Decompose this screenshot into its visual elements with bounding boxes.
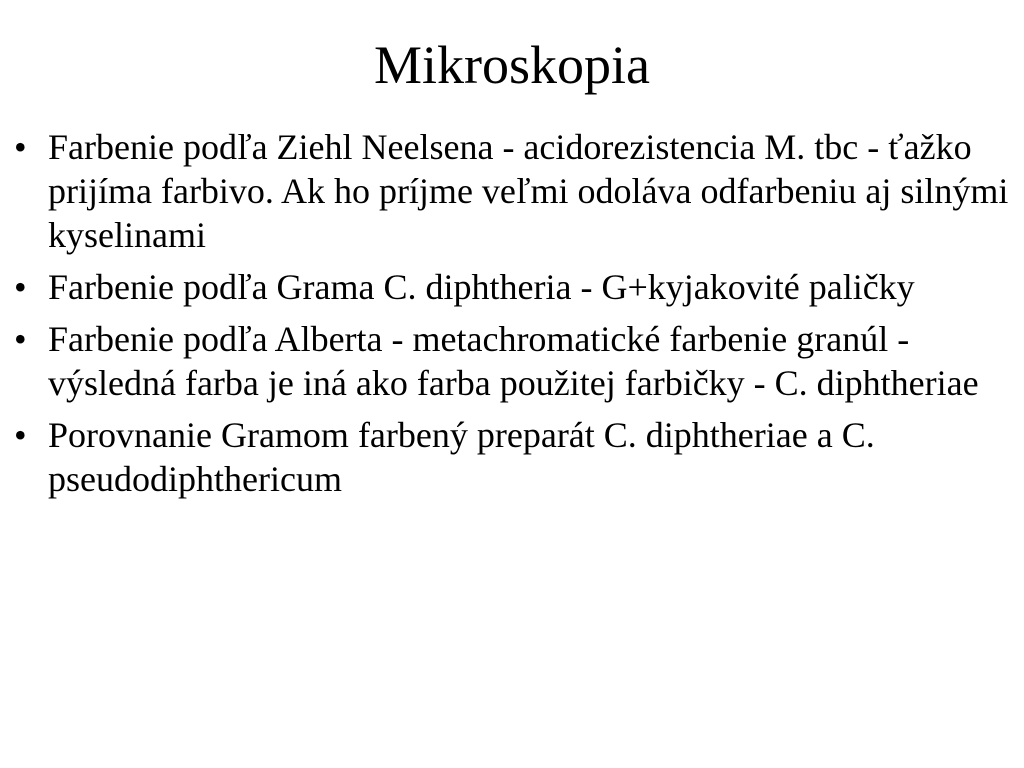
bullet-icon: • — [14, 267, 27, 307]
bullet-text: Farbenie podľa Grama C. diphtheria - G+kyjakovité paličky — [48, 267, 915, 307]
bullet-text: Farbenie podľa Alberta - metachromatické farbenie granúl - výsledná farba je iná ako farba použitej farbičky - C. diphtheriae — [48, 319, 979, 403]
bullet-item — [14, 413, 1014, 501]
bullet-text: Porovnanie Gramom farbený preparát C. diphtheriae a C. pseudodiphthericum — [48, 415, 875, 499]
bullet-icon: • — [14, 319, 27, 359]
bullet-list — [14, 125, 1014, 509]
bullet-text: Farbenie podľa Ziehl Neelsena - acidorezistencia M. tbc - ťažko prijíma farbivo. Ak ho príjme veľmi odoláva odfarbeniu aj silnými kyselinami — [48, 127, 1009, 255]
bullet-icon: • — [14, 127, 27, 167]
bullet-item — [14, 125, 1014, 257]
bullet-item — [14, 317, 1014, 405]
slide-title: Mikroskopia — [374, 35, 650, 95]
bullet-item — [14, 265, 1014, 309]
bullet-icon: • — [14, 415, 27, 455]
